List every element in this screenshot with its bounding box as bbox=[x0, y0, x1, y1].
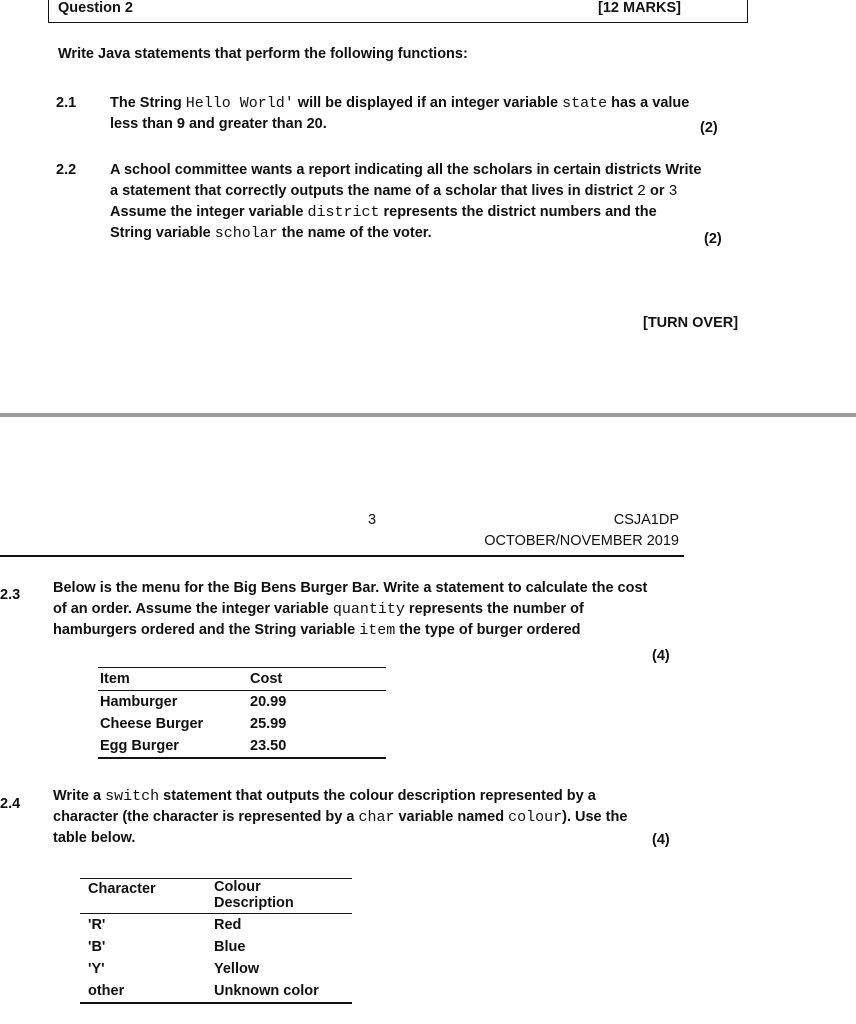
q22-line2: a statement that correctly outputs the name of a scholar that lives in district 2 or 3 bbox=[110, 183, 678, 200]
character-value: 'B' bbox=[88, 939, 106, 955]
exam-date: OCTOBER/NOVEMBER 2019 bbox=[484, 533, 679, 549]
code-scholar: scholar bbox=[214, 225, 278, 242]
q23-number: 2.3 bbox=[0, 587, 21, 603]
q23-line2: of an order. Assume the integer variable quantity represents the number of bbox=[53, 601, 584, 618]
page-divider bbox=[0, 413, 856, 417]
character-value: 'R' bbox=[88, 917, 106, 933]
menu-item: Hamburger bbox=[100, 694, 178, 710]
colour-value: Red bbox=[214, 917, 242, 933]
question-title: Question 2 bbox=[58, 0, 133, 16]
table-row bbox=[98, 735, 386, 757]
q24-text bbox=[53, 786, 681, 849]
q21-number: 2.1 bbox=[56, 95, 77, 111]
table-row bbox=[80, 914, 352, 937]
table-header-row bbox=[80, 879, 352, 914]
colour-value: Blue bbox=[214, 939, 246, 955]
code-hello-world: Hello World' bbox=[185, 95, 294, 112]
header-character: Character bbox=[88, 881, 156, 897]
q22-line3: Assume the integer variable district represents the district numbers and the bbox=[110, 204, 657, 221]
code-quantity: quantity bbox=[332, 601, 405, 618]
turn-over: [TURN OVER] bbox=[643, 315, 739, 331]
q24-number: 2.4 bbox=[0, 796, 21, 812]
question-marks: [12 MARKS] bbox=[598, 0, 681, 16]
q22-number: 2.2 bbox=[56, 162, 77, 178]
burger-menu-table bbox=[98, 667, 386, 759]
code-colour: colour bbox=[508, 809, 563, 826]
colour-table bbox=[80, 878, 352, 1004]
intro-text: Write Java statements that perform the following functions: bbox=[58, 46, 468, 62]
q23-line1: Below is the menu for the Big Bens Burger Bar. Write a statement to calculate the cost bbox=[53, 580, 648, 596]
table-row bbox=[80, 936, 352, 958]
menu-cost: 23.50 bbox=[250, 738, 287, 754]
header-rule bbox=[0, 555, 684, 557]
menu-item: Cheese Burger bbox=[100, 716, 204, 732]
q21-line2: less than 9 and greater than 20. bbox=[110, 116, 327, 132]
character-value: other bbox=[88, 983, 125, 999]
q22-line4: String variable scholar the name of the voter. bbox=[110, 225, 432, 242]
page-number: 3 bbox=[368, 512, 377, 528]
code-item: item bbox=[359, 622, 396, 639]
q24-line2: character (the character is represented by a char variable named colour). Use the bbox=[53, 809, 628, 826]
code-district: district bbox=[307, 204, 380, 221]
colour-value: Unknown color bbox=[214, 983, 319, 999]
table-header-row bbox=[98, 668, 386, 691]
colour-value: Yellow bbox=[214, 961, 260, 977]
q24-line3: table below. bbox=[53, 830, 136, 846]
q23-line3: hamburgers ordered and the String variable item the type of burger ordered bbox=[53, 622, 581, 639]
q22-line1: A school committee wants a report indicating all the scholars in certain districts Write bbox=[110, 162, 702, 178]
code-char: char bbox=[358, 809, 395, 826]
menu-cost: 20.99 bbox=[250, 694, 287, 710]
code-state: state bbox=[562, 95, 608, 112]
q21-text bbox=[110, 93, 738, 135]
table-row bbox=[80, 980, 352, 1002]
q21-marks: (2) bbox=[700, 120, 718, 136]
table-row bbox=[98, 691, 386, 714]
header-cost: Cost bbox=[250, 671, 283, 687]
q22-text bbox=[110, 160, 738, 244]
code-switch: switch bbox=[105, 788, 160, 805]
q24-line1: Write a switch statement that outputs the colour description represented by a bbox=[53, 788, 596, 805]
menu-cost: 25.99 bbox=[250, 716, 287, 732]
question-header-box bbox=[48, 0, 748, 23]
q23-marks: (4) bbox=[652, 648, 670, 664]
q22-marks: (2) bbox=[704, 231, 722, 247]
table-row bbox=[98, 713, 386, 735]
exam-code: CSJA1DP bbox=[613, 512, 679, 528]
q23-text bbox=[53, 578, 681, 641]
table-row bbox=[80, 958, 352, 980]
q21-line1: The String Hello World' will be displayed if an integer variable state has a value bbox=[110, 95, 690, 112]
header-colour-description: Colour Description bbox=[214, 879, 294, 911]
header-item: Item bbox=[100, 671, 130, 687]
q24-marks: (4) bbox=[652, 832, 670, 848]
menu-item: Egg Burger bbox=[100, 738, 179, 754]
character-value: 'Y' bbox=[88, 961, 105, 977]
